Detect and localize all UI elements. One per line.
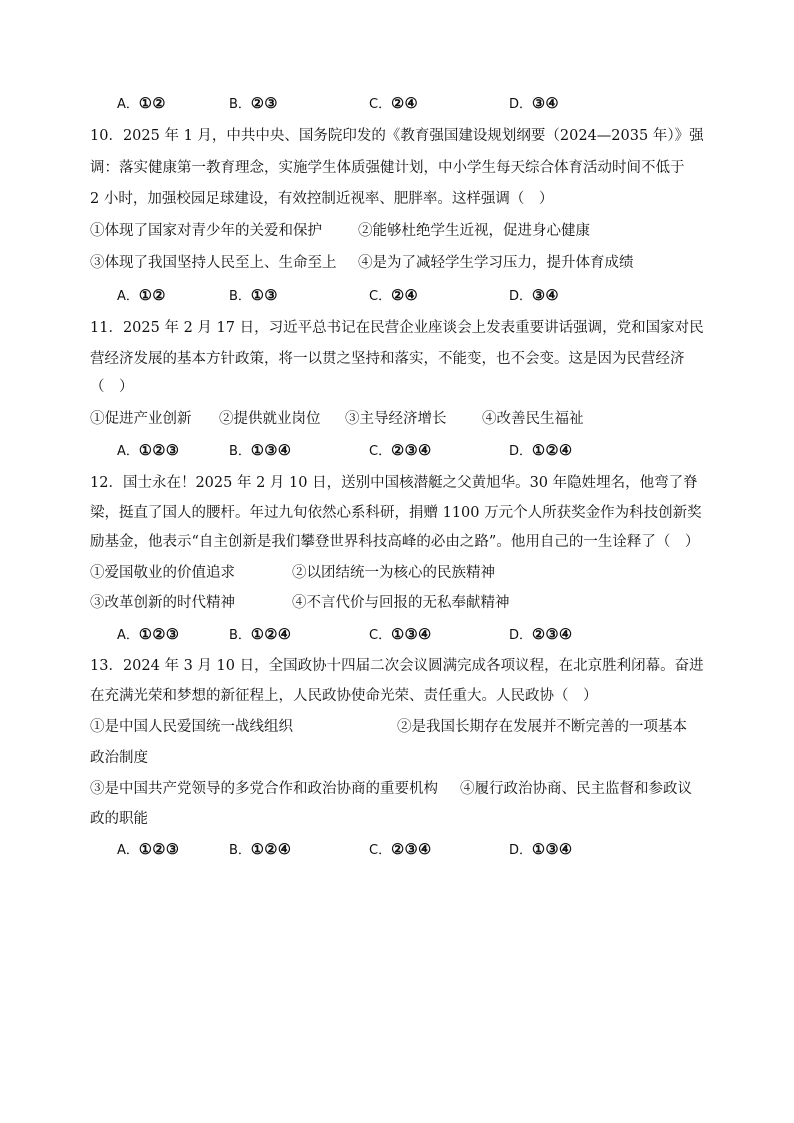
q9-option-d[interactable]: D．③④ xyxy=(509,95,560,112)
q9-option-b[interactable]: B．②③ xyxy=(229,95,278,112)
q12-statement-3: ③改革创新的时代精神 xyxy=(90,595,235,611)
q12-stem-line2: 梁，挺直了国人的腰杆。年过九旬依然心系科研，捐赠 1100 万元个人所获奖金作为科技创新奖 xyxy=(90,505,702,521)
q13-option-d[interactable]: D．①③④ xyxy=(509,841,573,858)
q10-stem-line3: 2 小时，加强校园足球建设，有效控制近视率、肥胖率。这样强调（ ） xyxy=(90,191,554,207)
q13-option-a[interactable]: A．①②③ xyxy=(117,841,180,858)
q11-stem-line1: 11．2025 年 2 月 17 日，习近平总书记在民营企业座谈会上发表重要讲话强调，党和国家对民 xyxy=(90,320,704,336)
q10-statement-4: ④是为了减轻学生学习压力，提升体育成绩 xyxy=(358,255,634,271)
q10-stem-line2: 调：落实健康第一教育理念，实施学生体质强健计划，中小学生每天综合体育活动时间不低于 xyxy=(90,160,685,176)
q11-statement-4: ④改善民生福祉 xyxy=(482,411,584,427)
q13-statement-2: ②是我国长期存在发展并不断完善的一项基本 xyxy=(397,719,687,735)
q12-statement-1: ①爱国敬业的价值追求 xyxy=(90,565,235,581)
q11-options xyxy=(117,441,717,461)
q11-statement-1: ①促进产业创新 xyxy=(90,411,192,427)
q11-statement-3: ③主导经济增长 xyxy=(345,411,447,427)
q12-statement-2: ②以团结统一为核心的民族精神 xyxy=(292,565,495,581)
q12-option-b[interactable]: B．①②④ xyxy=(229,626,292,643)
q13-statement-3: ③是中国共产党领导的多党合作和政治协商的重要机构 xyxy=(90,781,438,797)
q13-stem-line2: 在充满光荣和梦想的新征程上，人民政协使命光荣、责任重大。人民政协（ ） xyxy=(90,688,598,704)
q13-statement-2-cont: 政治制度 xyxy=(90,750,148,766)
q12-stem-line1: 12．国士永在！2025 年 2 月 10 日，送别中国核潜艇之父黄旭华。30 年隐姓埋名，他弯了脊 xyxy=(90,475,698,491)
q13-option-c[interactable]: C．②③④ xyxy=(369,841,432,858)
q9-option-a[interactable]: A．①② xyxy=(117,95,166,112)
q12-option-c[interactable]: C．①③④ xyxy=(369,626,432,643)
q13-stem-line1: 13．2024 年 3 月 10 日，全国政协十四届二次会议圆满完成各项议程，在北京胜利闭幕。奋进 xyxy=(90,658,704,674)
q13-statement-4-cont: 政的职能 xyxy=(90,811,148,827)
q11-statement-2: ②提供就业岗位 xyxy=(219,411,321,427)
q12-options xyxy=(117,625,717,645)
q10-stem-line1: 10．2025 年 1 月，中共中央、国务院印发的《教育强国建设规划纲要（2024—2035 年）》强 xyxy=(90,128,704,144)
q11-stem-line3: （ ） xyxy=(90,379,134,395)
q9-options xyxy=(117,94,717,114)
q13-options xyxy=(117,840,717,860)
q10-option-a[interactable]: A．①② xyxy=(117,287,166,304)
q12-option-a[interactable]: A．①②③ xyxy=(117,626,180,643)
q9-option-c[interactable]: C．②④ xyxy=(369,95,419,112)
q11-option-c[interactable]: C．②③④ xyxy=(369,442,432,459)
q12-statement-4: ④不言代价与回报的无私奉献精神 xyxy=(292,595,510,611)
q11-stem-line2: 营经济发展的基本方针政策，将一以贯之坚持和落实，不能变，也不会变。这是因为民营经济 xyxy=(90,351,685,367)
q10-option-c[interactable]: C．②④ xyxy=(369,287,419,304)
q13-statement-4: ④履行政治协商、民主监督和参政议 xyxy=(460,781,692,797)
q12-stem-line3: 励基金，他表示“自主创新是我们攀登世界科技高峰的必由之路”。他用自己的一生诠释了（ ） xyxy=(90,534,700,550)
q13-option-b[interactable]: B．①②④ xyxy=(229,841,292,858)
q13-statement-1: ①是中国人民爱国统一战线组织 xyxy=(90,719,293,735)
q10-option-b[interactable]: B．①③ xyxy=(229,287,278,304)
q11-option-d[interactable]: D．①②④ xyxy=(509,442,573,459)
q12-option-d[interactable]: D．②③④ xyxy=(509,626,573,643)
q11-option-a[interactable]: A．①②③ xyxy=(117,442,180,459)
q10-statement-3: ③体现了我国坚持人民至上、生命至上 xyxy=(90,255,337,271)
q10-options xyxy=(117,286,717,306)
q10-statement-2: ②能够杜绝学生近视，促进身心健康 xyxy=(358,223,590,239)
q10-option-d[interactable]: D．③④ xyxy=(509,287,560,304)
q11-option-b[interactable]: B．①③④ xyxy=(229,442,292,459)
q10-statement-1: ①体现了国家对青少年的关爱和保护 xyxy=(90,223,322,239)
